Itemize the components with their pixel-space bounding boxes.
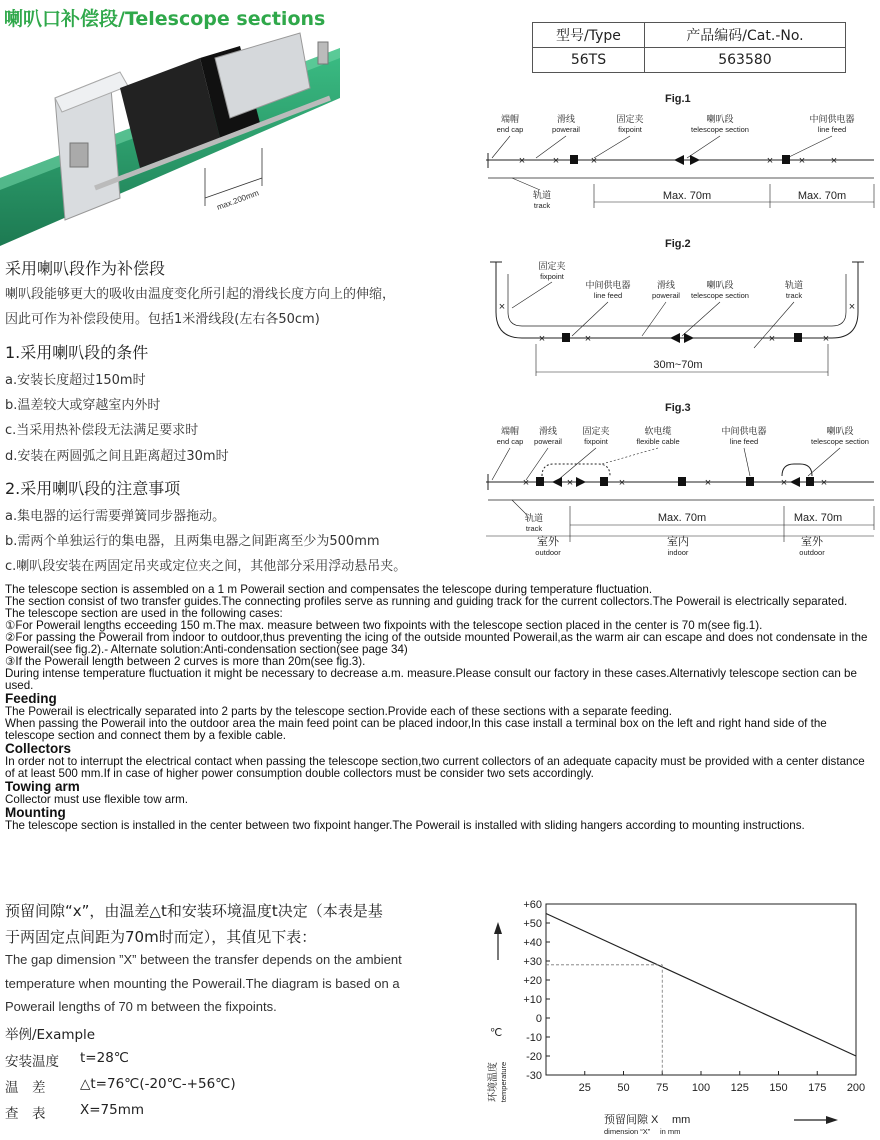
fig3-indoor-en: indoor xyxy=(667,548,689,557)
series-line xyxy=(546,914,856,1057)
chart-series xyxy=(546,914,856,1076)
svg-text:×: × xyxy=(798,155,806,167)
en-paragraph: The telescope section is installed in the center between two fixpoint hanger.The Powerail is installed with sliding hangers according to mounting instructions. xyxy=(5,819,805,832)
fig2-linefeed-zh: 中间供电器 xyxy=(585,280,631,290)
x-tick-label: 200 xyxy=(846,1082,866,1094)
fig3-end-cap-zh: 端帽 xyxy=(500,426,520,436)
en-paragraph: Collector must use flexible tow arm. xyxy=(5,793,188,806)
svg-text:×: × xyxy=(768,333,776,345)
en-paragraph: During intense temperature fluctuation it might be necessary to decrease a.m. measure.Please consult our factory in these cases.Alternativly telescope section can be used. xyxy=(5,667,857,692)
cat-no-value: 563580 xyxy=(644,48,845,73)
y-axis-arrow-icon xyxy=(494,922,502,960)
fig2-label: Fig.2 xyxy=(665,238,691,250)
svg-text:×: × xyxy=(522,477,530,489)
x-tick-label: 100 xyxy=(691,1082,711,1094)
fig2-linefeed-en: line feed xyxy=(593,291,623,300)
fig2-fixpoint-zh: 固定夹 xyxy=(538,261,566,271)
svg-text:×: × xyxy=(848,301,856,313)
fig1-track-en: track xyxy=(533,201,551,210)
svg-text:×: × xyxy=(822,333,830,345)
chart-axes xyxy=(546,904,856,1075)
fig2-track-en: track xyxy=(785,291,803,300)
page-title: 喇叭口补偿段/Telescope sections xyxy=(4,8,326,30)
zh-condition-b: b.温差较大或穿越室内外时 xyxy=(5,398,161,413)
fig1-linefeed-zh: 中间供电器 xyxy=(809,114,855,124)
x-tick-label: 75 xyxy=(656,1082,669,1094)
fig1-label: Fig.1 xyxy=(665,93,691,105)
x-axis-label-zh: 预留间隙 X xyxy=(604,1114,659,1126)
fig3-diagram xyxy=(482,418,876,564)
example-label-lookup: 查 表 xyxy=(5,1106,46,1122)
fig3-track-zh: 轨道 xyxy=(524,513,544,523)
svg-text:×: × xyxy=(590,155,598,167)
y-tick-label: 0 xyxy=(535,1013,542,1025)
fig3-telescope-en: telescope section xyxy=(811,437,869,446)
english-description xyxy=(5,584,873,832)
y-tick-label: -10 xyxy=(526,1032,542,1044)
fig1-telescope-zh: 喇叭段 xyxy=(706,114,734,124)
fig3-fixpoint-en: fixpoint xyxy=(584,437,608,446)
x-tick-label: 175 xyxy=(808,1082,827,1094)
fig3-dim1: Max. 70m xyxy=(657,512,707,524)
fig3-linefeed-en: line feed xyxy=(729,437,759,446)
zh-note-b: b.需两个单独运行的集电器，且两集电器之间距离至少为500mm xyxy=(5,534,380,549)
fig3-cable-zh: 软电缆 xyxy=(644,426,672,436)
fig3-powerail-en: powerail xyxy=(534,437,562,446)
fig2-powerail-zh: 滑线 xyxy=(656,280,676,290)
fig1-end-cap-en: end cap xyxy=(496,125,524,134)
en-paragraph: When passing the Powerail into the outdoor area the main feed point can be placed indoor,In this case install a terminal box on the left and right hand side of the telescope section and connect them by a fexible cable. xyxy=(5,717,827,742)
gap-en-line-3: Powerail lengths of 70 m between the fixpoints. xyxy=(5,999,277,1014)
svg-text:×: × xyxy=(766,155,774,167)
clamp-right xyxy=(318,42,328,64)
type-header: 型号/Type xyxy=(533,23,645,48)
en-paragraph: ③If the Powerail length between 2 curves is more than 20m(see fig.3). xyxy=(5,655,366,668)
y-axis-unit: ℃ xyxy=(489,1027,503,1039)
fig3-end-cap-en: end cap xyxy=(496,437,524,446)
y-tick-label: +30 xyxy=(523,956,542,968)
en-paragraph: In order not to interrupt the electrical contact when passing the telescope section,two current collectors of an adequate capacity must be provided with a center distance of at least 500 mm.If in case of higher power consumption double collectors must be consider two sets accordingly. xyxy=(5,755,865,780)
fig1-linefeed-en: line feed xyxy=(817,125,847,134)
fig2-diagram xyxy=(482,252,876,380)
en-paragraph: The telescope section is assembled on a 1 m Powerail section and compensates the telescope during temperature fluctuation. xyxy=(5,583,653,596)
gap-en-line-1: The gap dimension ”X” between the transfer depends on the ambient xyxy=(5,952,402,967)
zh-condition-a: a.安装长度超过150m时 xyxy=(5,373,146,388)
gap-zh-line-2: 于两固定点间距为70m时而定），其值见下表： xyxy=(5,928,317,946)
fig1-fixpoint-en: fixpoint xyxy=(618,125,642,134)
fig3-dim2: Max. 70m xyxy=(793,512,843,524)
clamp-left xyxy=(70,143,88,167)
x-axis-label-en: dimension “X” xyxy=(604,1127,651,1136)
plot-frame xyxy=(546,904,856,1075)
dimension-label: max.200mm xyxy=(215,188,261,212)
y-axis-label-en: temperature xyxy=(499,1061,508,1103)
fig1-end-cap-zh: 端帽 xyxy=(500,114,520,124)
y-tick-label: -30 xyxy=(526,1070,542,1082)
fig3-telescope-zh: 喇叭段 xyxy=(826,426,854,436)
fig3-fixpoint-zh: 固定夹 xyxy=(582,426,610,436)
fig1-dim1: Max. 70m xyxy=(662,190,712,202)
gap-zh-line-1: 预留间隙“x”，由温差△t和安装环境温度t决定（本表是基 xyxy=(5,902,383,920)
zh-note-c: c.喇叭段安装在两固定吊夹或定位夹之间，其他部分采用浮动悬吊夹。 xyxy=(5,559,407,574)
en-paragraph: The telescope section are used in the following cases: xyxy=(5,607,283,620)
x-axis-arrow-icon xyxy=(794,1116,838,1124)
spec-table xyxy=(532,22,846,73)
collectors-heading: Collectors xyxy=(5,741,72,756)
fig2-telescope-zh: 喇叭段 xyxy=(706,280,734,290)
fig1-powerail-zh: 滑线 xyxy=(556,114,576,124)
fig3-outdoor2-zh: 室外 xyxy=(801,536,823,548)
example-value-temp-diff: △t=76℃(-20℃-+56℃) xyxy=(80,1076,236,1092)
fig1-fixpoint-zh: 固定夹 xyxy=(616,114,644,124)
svg-text:×: × xyxy=(830,155,838,167)
example-value-lookup: X=75mm xyxy=(80,1102,145,1118)
fig2-telescope-en: telescope section xyxy=(691,291,749,300)
product-illustration xyxy=(0,28,340,250)
fig3-indoor-zh: 室内 xyxy=(667,536,689,548)
example-title: 举例/Example xyxy=(5,1027,96,1043)
type-value: 56TS xyxy=(533,48,645,73)
x-tick-label: 50 xyxy=(617,1082,630,1094)
x-tick-label: 25 xyxy=(578,1082,591,1094)
fig3-label: Fig.3 xyxy=(665,402,691,414)
svg-text:×: × xyxy=(498,301,506,313)
gap-temperature-chart xyxy=(486,892,874,1138)
mounting-heading: Mounting xyxy=(5,805,66,820)
x-axis-label-en-unit: in mm xyxy=(660,1127,681,1136)
y-tick-label: +60 xyxy=(523,899,542,911)
x-tick-label: 125 xyxy=(730,1082,749,1094)
en-paragraph: ②For passing the Powerail from indoor to outdoor,thus preventing the icing of the outside mounted Powerail,as the warm air can escape and does not condensate in the Powerail(see fig.2).- Alternate solution:Anti-condensation section(see page 34) xyxy=(5,631,868,656)
svg-text:×: × xyxy=(820,477,828,489)
zh-notes-heading: 2.采用喇叭段的注意事项 xyxy=(5,479,181,498)
svg-text:×: × xyxy=(618,477,626,489)
cat-no-header: 产品编码/Cat.-No. xyxy=(644,23,845,48)
svg-text:×: × xyxy=(552,155,560,167)
towing-arm-heading: Towing arm xyxy=(5,779,80,794)
y-tick-label: -20 xyxy=(526,1051,542,1063)
svg-text:×: × xyxy=(566,477,574,489)
fig2-powerail-en: powerail xyxy=(652,291,680,300)
svg-text:×: × xyxy=(780,477,788,489)
en-paragraph: The section consist of two transfer guides.The connecting profiles serve as running and guiding track for the current collectors.The Powerail is electrically separated. xyxy=(5,595,848,608)
y-tick-label: +20 xyxy=(523,975,542,987)
fig3-outdoor-en: outdoor xyxy=(535,548,561,557)
svg-text:×: × xyxy=(538,333,546,345)
fig3-outdoor-zh: 室外 xyxy=(537,536,559,548)
fig1-powerail-en: powerail xyxy=(552,125,580,134)
fig2-fixpoint-en: fixpoint xyxy=(540,272,564,281)
fig3-outdoor2-en: outdoor xyxy=(799,548,825,557)
chart-ticks xyxy=(523,899,865,1094)
feeding-heading: Feeding xyxy=(5,691,57,706)
y-tick-label: +10 xyxy=(523,994,542,1006)
fig1-telescope-en: telescope section xyxy=(691,125,749,134)
svg-text:×: × xyxy=(518,155,526,167)
zh-intro-1: 喇叭段能够更大的吸收由温度变化所引起的滑线长度方向上的伸缩， xyxy=(5,287,396,302)
fig1-dim2: Max. 70m xyxy=(797,190,847,202)
fig3-powerail-zh: 滑线 xyxy=(538,426,558,436)
zh-heading: 采用喇叭段作为补偿段 xyxy=(5,259,166,278)
fig3-track-en: track xyxy=(525,524,543,533)
x-tick-label: 150 xyxy=(769,1082,788,1094)
fig2-track-zh: 轨道 xyxy=(784,280,804,290)
example-label-install-temp: 安装温度 xyxy=(5,1054,59,1070)
svg-text:×: × xyxy=(584,333,592,345)
fig1-track-zh: 轨道 xyxy=(532,190,552,200)
zh-condition-d: d.安装在两圆弧之间且距离超过30m时 xyxy=(5,449,229,464)
example-value-install-temp: t=28℃ xyxy=(80,1050,129,1066)
y-axis-label-zh: 环境温度 xyxy=(488,1062,499,1102)
zh-condition-c: c.当采用热补偿段无法满足要求时 xyxy=(5,423,199,438)
svg-text:×: × xyxy=(704,477,712,489)
fig3-cable-en: flexible cable xyxy=(636,437,680,446)
y-tick-label: +50 xyxy=(523,918,542,930)
gap-en-line-2: temperature when mounting the Powerail.The diagram is based on a xyxy=(5,976,400,991)
zh-intro-2: 因此可作为补偿段使用。包括1米滑线段(左右各50cm) xyxy=(5,312,320,327)
fig1-diagram xyxy=(482,108,876,216)
zh-conditions-heading: 1.采用喇叭段的条件 xyxy=(5,343,149,362)
en-paragraph: The Powerail is electrically separated into 2 parts by the telescope section.Provide each of these sections with a separate feeding. xyxy=(5,705,673,718)
fig2-dim: 30m~70m xyxy=(653,359,703,371)
en-paragraph: ①For Powerail lengths ecceeding 150 m.The max. measure between two fixpoints with the telescope section placed in the center is 70 m(see fig.1). xyxy=(5,619,763,632)
fig3-linefeed-zh: 中间供电器 xyxy=(721,426,767,436)
x-axis-unit: mm xyxy=(672,1114,691,1126)
y-tick-label: +40 xyxy=(523,937,542,949)
example-label-temp-diff: 温 差 xyxy=(5,1080,46,1096)
zh-note-a: a.集电器的运行需要弹簧同步器拖动。 xyxy=(5,509,226,524)
